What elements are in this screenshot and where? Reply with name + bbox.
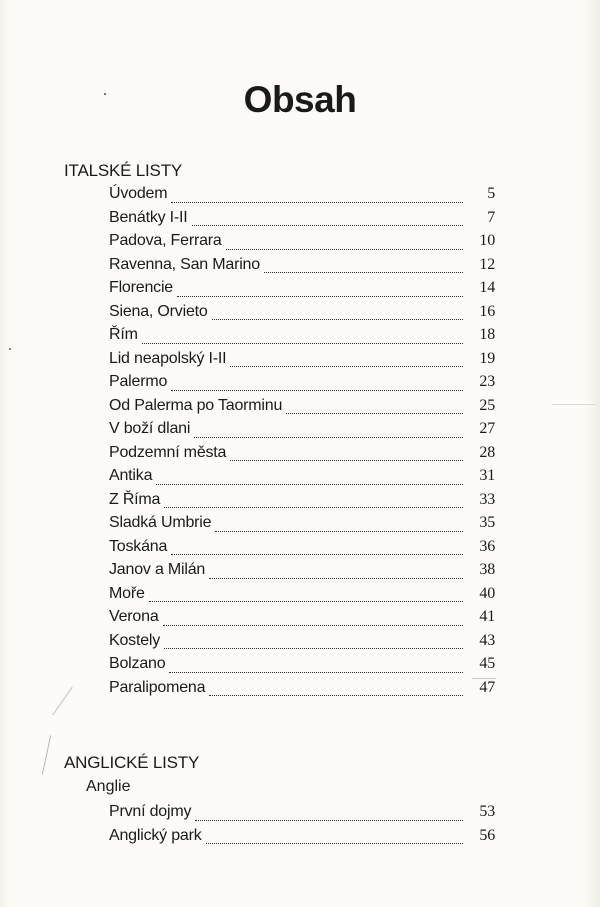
toc-entry[interactable]	[109, 537, 495, 561]
toc-entry[interactable]	[109, 231, 495, 255]
toc-entry[interactable]	[109, 443, 495, 467]
toc-entry-label: Verona	[109, 608, 159, 625]
toc-entry-label: Sladká Umbrie	[109, 514, 212, 531]
toc-entry-label: Palermo	[109, 373, 168, 390]
toc-entry-page: 56	[479, 826, 495, 844]
toc-entry[interactable]	[109, 607, 495, 631]
toc-entry-label: Řím	[109, 326, 138, 343]
toc-entry[interactable]	[109, 372, 495, 396]
toc-entry[interactable]	[109, 584, 495, 608]
toc-entry[interactable]	[109, 490, 495, 514]
toc-entry-label: Benátky I-II	[109, 208, 188, 226]
toc-entry-label: Paralipomena	[109, 678, 206, 696]
toc-entry-label: Janov a Milán	[109, 561, 206, 578]
toc-entry-page: 45	[479, 655, 495, 672]
toc-entry-page: 41	[479, 608, 495, 625]
toc-entry-page: 23	[479, 373, 495, 390]
dot-leader	[149, 600, 463, 602]
dot-leader	[169, 671, 463, 673]
toc-entry[interactable]	[109, 255, 495, 279]
dot-leader	[226, 248, 463, 250]
dot-leader	[163, 624, 463, 626]
toc-entry[interactable]	[109, 325, 495, 349]
toc-entry[interactable]	[109, 654, 495, 678]
toc-entry-label: Toskána	[109, 537, 168, 555]
toc-entry[interactable]	[109, 560, 495, 584]
toc-entry-label: Lid neapolský I-II	[109, 349, 227, 367]
toc-list-italske-listy	[109, 184, 495, 701]
toc-entry-label: Podzemní města	[109, 443, 227, 461]
pencil-mark	[42, 735, 51, 774]
toc-entry-label: První dojmy	[109, 803, 192, 820]
toc-entry-page: 38	[479, 561, 495, 578]
speck	[9, 348, 11, 350]
dot-leader	[215, 530, 463, 532]
pencil-mark	[472, 678, 496, 679]
toc-entry-label: Moře	[109, 584, 145, 602]
page-title: Obsah	[243, 79, 357, 120]
toc-entry-page: 5	[487, 185, 495, 202]
toc-entry-page: 36	[479, 537, 495, 555]
dot-leader	[177, 295, 463, 297]
toc-entry-page: 10	[479, 232, 495, 249]
dot-leader	[164, 647, 463, 649]
toc-entry-label: Bolzano	[109, 655, 166, 672]
dot-leader	[156, 483, 463, 485]
toc-entry-label: Úvodem	[109, 185, 168, 202]
dot-leader	[286, 412, 463, 414]
dot-leader	[209, 577, 463, 579]
toc-entry[interactable]	[109, 278, 495, 302]
toc-entry[interactable]	[109, 302, 495, 326]
toc-entry-page: 18	[479, 326, 495, 343]
dot-leader	[230, 459, 463, 461]
dot-leader	[209, 694, 463, 696]
toc-entry-page: 12	[479, 255, 495, 273]
toc-entry[interactable]	[109, 349, 495, 373]
toc-entry-page: 40	[479, 584, 495, 602]
dot-leader	[142, 342, 463, 344]
toc-entry-page: 14	[479, 279, 495, 296]
dot-leader	[212, 318, 463, 320]
toc-entry-label: Anglický park	[109, 826, 202, 844]
dot-leader	[194, 436, 463, 438]
toc-entry-label: Florencie	[109, 279, 174, 296]
subsection-heading-anglie: Anglie	[86, 778, 131, 795]
toc-entry[interactable]	[109, 396, 495, 420]
toc-entry-page: 43	[479, 631, 495, 649]
toc-entry-label: Kostely	[109, 631, 161, 649]
toc-entry-page: 25	[479, 396, 495, 414]
toc-entry-label: Ravenna, San Marino	[109, 255, 260, 273]
dot-leader	[230, 365, 463, 367]
toc-entry-page: 28	[479, 443, 495, 461]
toc-entry[interactable]	[109, 826, 495, 850]
toc-entry-page: 35	[479, 514, 495, 531]
dot-leader	[171, 553, 463, 555]
dot-leader	[195, 819, 463, 821]
pencil-mark	[52, 687, 72, 715]
dot-leader	[192, 224, 463, 226]
toc-entry-page: 31	[479, 467, 495, 484]
toc-entry-page: 7	[487, 208, 495, 226]
dot-leader	[171, 201, 463, 203]
toc-entry-label: Siena, Orvieto	[109, 302, 208, 320]
toc-entry[interactable]	[109, 466, 495, 490]
toc-entry-page: 16	[479, 302, 495, 320]
toc-entry[interactable]	[109, 208, 495, 232]
toc-entry-label: Z Říma	[109, 490, 161, 508]
toc-entry[interactable]	[109, 678, 495, 702]
toc-entry-label: Padova, Ferrara	[109, 232, 222, 249]
section-heading-anglicke-listy: ANGLICKÉ LISTY	[64, 753, 200, 772]
dot-leader	[171, 389, 463, 391]
toc-entry-page: 27	[479, 420, 495, 437]
toc-entry[interactable]	[109, 513, 495, 537]
toc-entry-label: V boží dlani	[109, 420, 191, 437]
toc-entry[interactable]	[109, 802, 495, 826]
toc-entry[interactable]	[109, 184, 495, 208]
speck	[104, 93, 106, 95]
toc-list-anglicke-listy	[109, 802, 495, 849]
toc-entry-page: 19	[479, 349, 495, 367]
toc-entry-label: Antika	[109, 467, 153, 484]
dot-leader	[206, 842, 463, 844]
toc-entry-page: 33	[479, 490, 495, 508]
toc-entry-page: 53	[479, 803, 495, 820]
toc-entry[interactable]	[109, 631, 495, 655]
toc-entry-label: Od Palerma po Taorminu	[109, 396, 283, 414]
dot-leader	[264, 271, 463, 273]
section-heading-italske-listy: ITALSKÉ LISTY	[64, 161, 183, 180]
scan-artifact	[552, 404, 596, 405]
dot-leader	[164, 506, 463, 508]
toc-entry-page: 47	[479, 678, 495, 696]
toc-entry[interactable]	[109, 419, 495, 443]
